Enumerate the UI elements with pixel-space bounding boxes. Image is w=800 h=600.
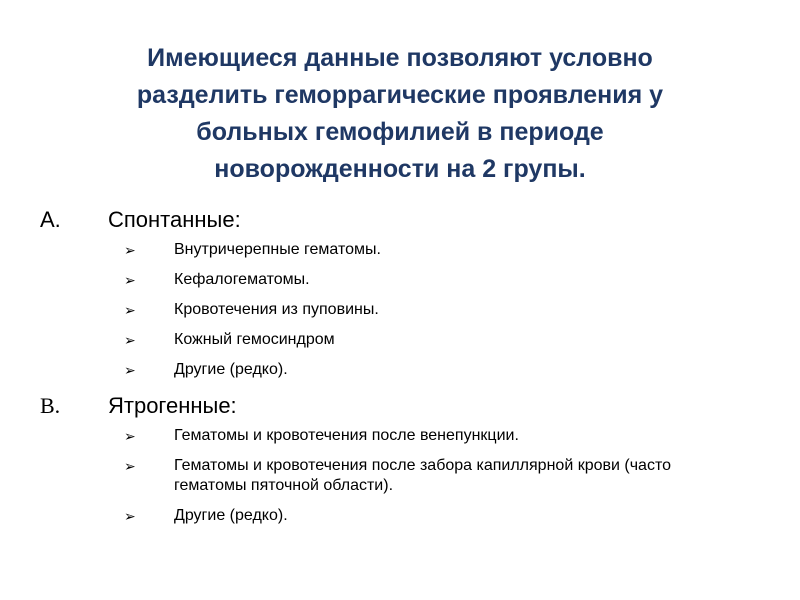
group-spontaneous bbox=[40, 204, 740, 380]
group-iatrogenic bbox=[40, 390, 740, 526]
title-line: больных гемофилией в периоде bbox=[196, 118, 604, 146]
group-heading-row bbox=[40, 390, 740, 422]
list-item bbox=[40, 456, 740, 496]
group-marker: B. bbox=[40, 393, 61, 418]
list-item-text: Другие (редко). bbox=[174, 507, 288, 524]
list-item bbox=[40, 506, 740, 526]
list-item bbox=[40, 426, 740, 446]
list-item-text: Кефалогематомы. bbox=[174, 271, 310, 288]
group-heading: Спонтанные: bbox=[108, 207, 241, 232]
list-item bbox=[40, 240, 740, 260]
title-line: Имеющиеся данные позволяют условно bbox=[147, 44, 653, 72]
list-item bbox=[40, 300, 740, 320]
list-item-text: Кровотечения из пуповины. bbox=[174, 301, 379, 318]
list-item-text: Внутричерепные гематомы. bbox=[174, 241, 381, 258]
list-item-text: Кожный гемосиндром bbox=[174, 331, 335, 348]
arrow-bullet-icon: ➢ bbox=[124, 302, 136, 318]
group-items bbox=[40, 426, 740, 526]
arrow-bullet-icon: ➢ bbox=[124, 362, 136, 378]
group-heading: Ятрогенные: bbox=[108, 393, 237, 418]
list-item-text: Гематомы и кровотечения после венепункции. bbox=[174, 427, 519, 444]
title-line: разделить геморрагические проявления у bbox=[136, 81, 664, 109]
group-marker: A. bbox=[40, 207, 61, 232]
list-item-text: Гематомы и кровотечения после забора капиллярной крови (часто гематомы пяточной области). bbox=[174, 457, 671, 494]
group-items bbox=[40, 240, 740, 380]
title-line: новорожденности на 2 групы. bbox=[214, 155, 586, 183]
arrow-bullet-icon: ➢ bbox=[124, 508, 136, 524]
list-item bbox=[40, 330, 740, 350]
arrow-bullet-icon: ➢ bbox=[124, 272, 136, 288]
list-item bbox=[40, 270, 740, 290]
slide-title bbox=[40, 40, 760, 188]
arrow-bullet-icon: ➢ bbox=[124, 428, 136, 444]
arrow-bullet-icon: ➢ bbox=[124, 458, 136, 474]
list-item bbox=[40, 360, 740, 380]
arrow-bullet-icon: ➢ bbox=[124, 332, 136, 348]
group-heading-row bbox=[40, 204, 740, 236]
arrow-bullet-icon: ➢ bbox=[124, 242, 136, 258]
content-list bbox=[40, 204, 740, 536]
list-item-text: Другие (редко). bbox=[174, 361, 288, 378]
